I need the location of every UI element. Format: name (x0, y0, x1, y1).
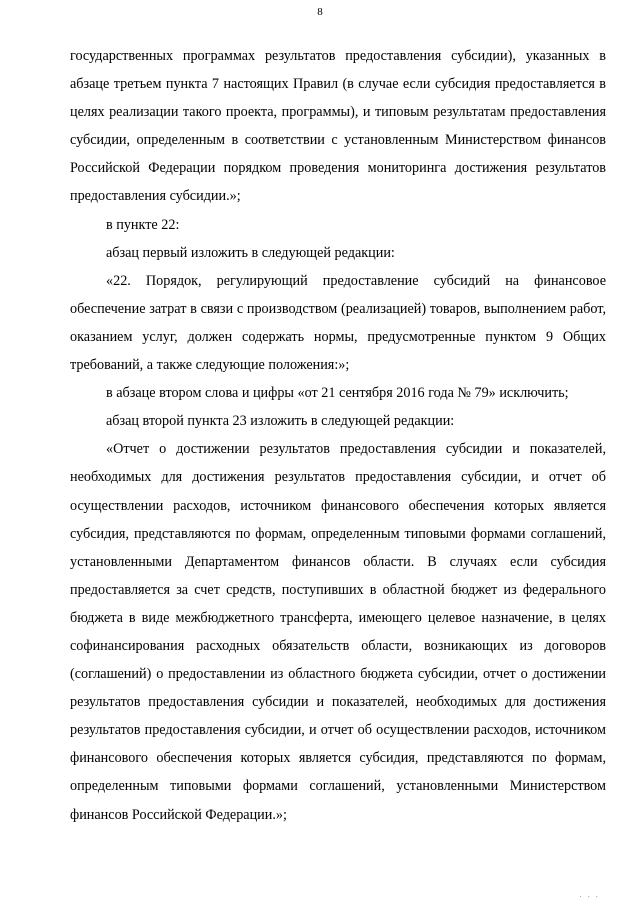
page-number: 8 (317, 6, 323, 18)
paragraph-first-abzac-instruction: абзац первый изложить в следующей редакции: (106, 244, 395, 261)
paragraph-report-text: «Отчет о достижении результатов предоставления субсидии и показателей, необходимых для достижения результатов предоставления субсидии, и отчет об осуществлении расходов, источником финансового обеспечения которых является субсидия, представляются по формам, определенным типовыми формами соглашений, установленными Департаментом финансов области. В случаях если субсидия предоставляется за счет средств, поступивших в областной бюджет из федерального бюджета в виде межбюджетного трансферта, имеющего целевое назначение, в целях софинансирования расходных обязательств области, возникающих из договоров (соглашений) о предоставлении из областного бюджета субсидии, отчет о достижении результатов предоставления субсидии и показателей, необходимых для достижения результатов предоставления субсидии, и отчет об осуществлении расходов, источником финансового обеспечения которых является субсидия, представляются по формам, определенным типовыми формами соглашений, установленными Министерством финансов Российской Федерации.»; (70, 441, 606, 823)
paragraph-item-22-intro: в пункте 22: (106, 216, 180, 233)
paragraph-second-abzac-exclusion: в абзаце втором слова и цифры «от 21 сентября 2016 года № 79» исключить; (106, 385, 569, 402)
document-body (70, 42, 606, 829)
paragraph-item-22-text: «22. Порядок, регулирующий предоставление субсидий на финансовое обеспечение затрат в связи с производством (реализацией) товаров, выполнением работ, оказанием услуг, должен содержать нормы, предусмотренные пунктом 9 Общих требований, а также следующие положения:»; (70, 272, 606, 374)
corner-mark: · · · (579, 893, 600, 901)
paragraph-item-23-instruction: абзац второй пункта 23 изложить в следующей редакции: (106, 413, 455, 430)
paragraph-continuation: государственных программах результатов предоставления субсидии), указанных в абзаце третьем пункта 7 настоящих Правил (в случае если субсидия предоставляется в целях реализации такого проекта, программы), и типовым результатам предоставления субсидии, определенным в соответствии с установленным Министерством финансов Российской Федерации порядком проведения мониторинга достижения результатов предоставления субсидии.»; (70, 48, 606, 205)
